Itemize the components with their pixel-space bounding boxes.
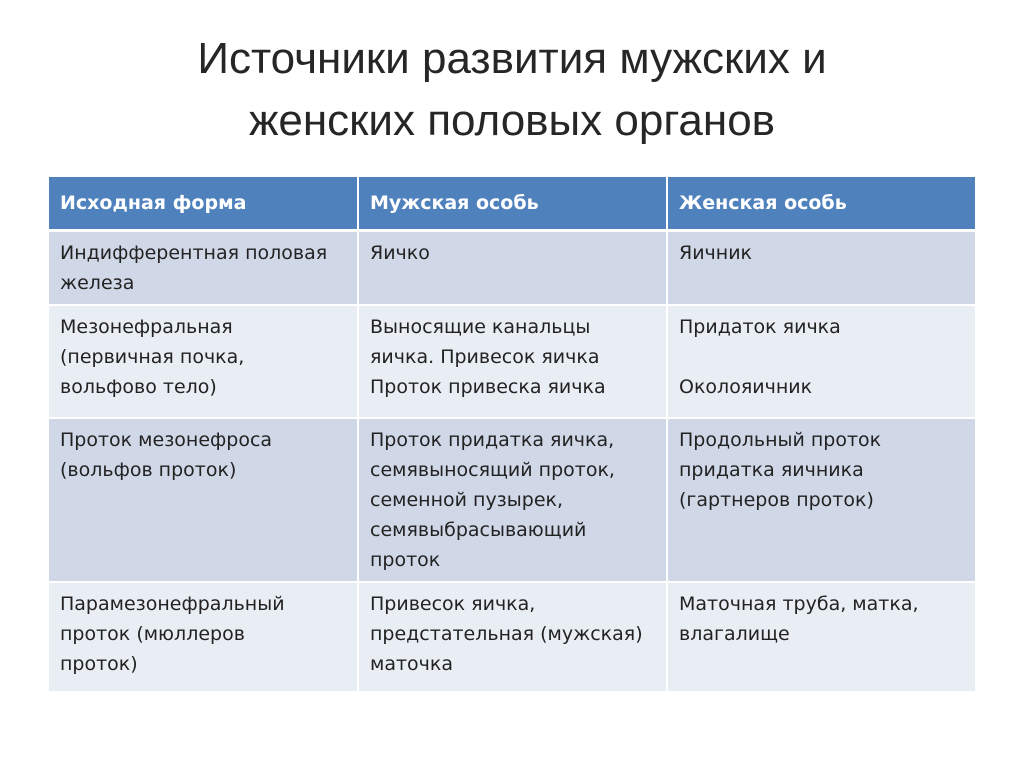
- page-title: [0, 28, 1024, 152]
- cell-line: Индифферентная половая: [60, 242, 328, 264]
- cell-spacer: [679, 342, 964, 372]
- cell-line: Проток привеска яичка: [370, 376, 606, 398]
- cell-male: [358, 418, 667, 582]
- cell-line: влагалище: [679, 623, 790, 645]
- cell-line: Выносящие канальцы: [370, 316, 591, 338]
- cell-male: [358, 305, 667, 418]
- cell-source: [49, 305, 358, 418]
- cell-line: железа: [60, 272, 135, 294]
- cell-line: Привесок яичка,: [370, 593, 536, 615]
- cell-female: [667, 582, 975, 692]
- cell-line: Продольный проток: [679, 429, 882, 451]
- table-header-row: [49, 177, 975, 231]
- cell-male: [358, 582, 667, 692]
- cell-line: Яичко: [370, 242, 430, 264]
- cell-line: маточка: [370, 653, 454, 675]
- cell-line: семенной пузырек,: [370, 489, 564, 511]
- cell-line: (вольфов проток): [60, 459, 237, 481]
- table-row: [49, 305, 975, 418]
- cell-line: Околояичник: [679, 376, 813, 398]
- header-female: Женская особь: [667, 177, 975, 231]
- cell-line: Проток придатка яичка,: [370, 429, 615, 451]
- development-sources-table: [49, 177, 975, 693]
- cell-female: [667, 305, 975, 418]
- cell-source: [49, 231, 358, 306]
- cell-female: [667, 231, 975, 306]
- cell-line: проток): [60, 653, 138, 675]
- cell-line: семявыносящий проток,: [370, 459, 615, 481]
- table-row: [49, 582, 975, 692]
- cell-line: семявыбрасывающий: [370, 519, 587, 541]
- cell-male: [358, 231, 667, 306]
- cell-line: Придаток яичка: [679, 316, 841, 338]
- cell-source: [49, 582, 358, 692]
- cell-line: придатка яичника: [679, 459, 864, 481]
- header-male: Мужская особь: [358, 177, 667, 231]
- cell-line: яичка. Привесок яичка: [370, 346, 600, 368]
- cell-line: вольфово тело): [60, 376, 217, 398]
- cell-line: Парамезонефральный: [60, 593, 285, 615]
- cell-line: проток: [370, 549, 441, 571]
- title-line-1: Источники развития мужских и: [197, 34, 827, 83]
- cell-source: [49, 418, 358, 582]
- title-line-2: женских половых органов: [248, 96, 776, 145]
- cell-line: проток (мюллеров: [60, 623, 245, 645]
- header-source-form: Исходная форма: [49, 177, 358, 231]
- table-row: [49, 418, 975, 582]
- cell-line: Маточная труба, матка,: [679, 593, 919, 615]
- cell-line: (первичная почка,: [60, 346, 245, 368]
- cell-line: Яичник: [679, 242, 753, 264]
- cell-line: Проток мезонефроса: [60, 429, 273, 451]
- table-row: [49, 231, 975, 306]
- cell-line: (гартнеров проток): [679, 489, 874, 511]
- cell-line: предстательная (мужская): [370, 623, 643, 645]
- cell-line: Мезонефральная: [60, 316, 233, 338]
- cell-female: [667, 418, 975, 582]
